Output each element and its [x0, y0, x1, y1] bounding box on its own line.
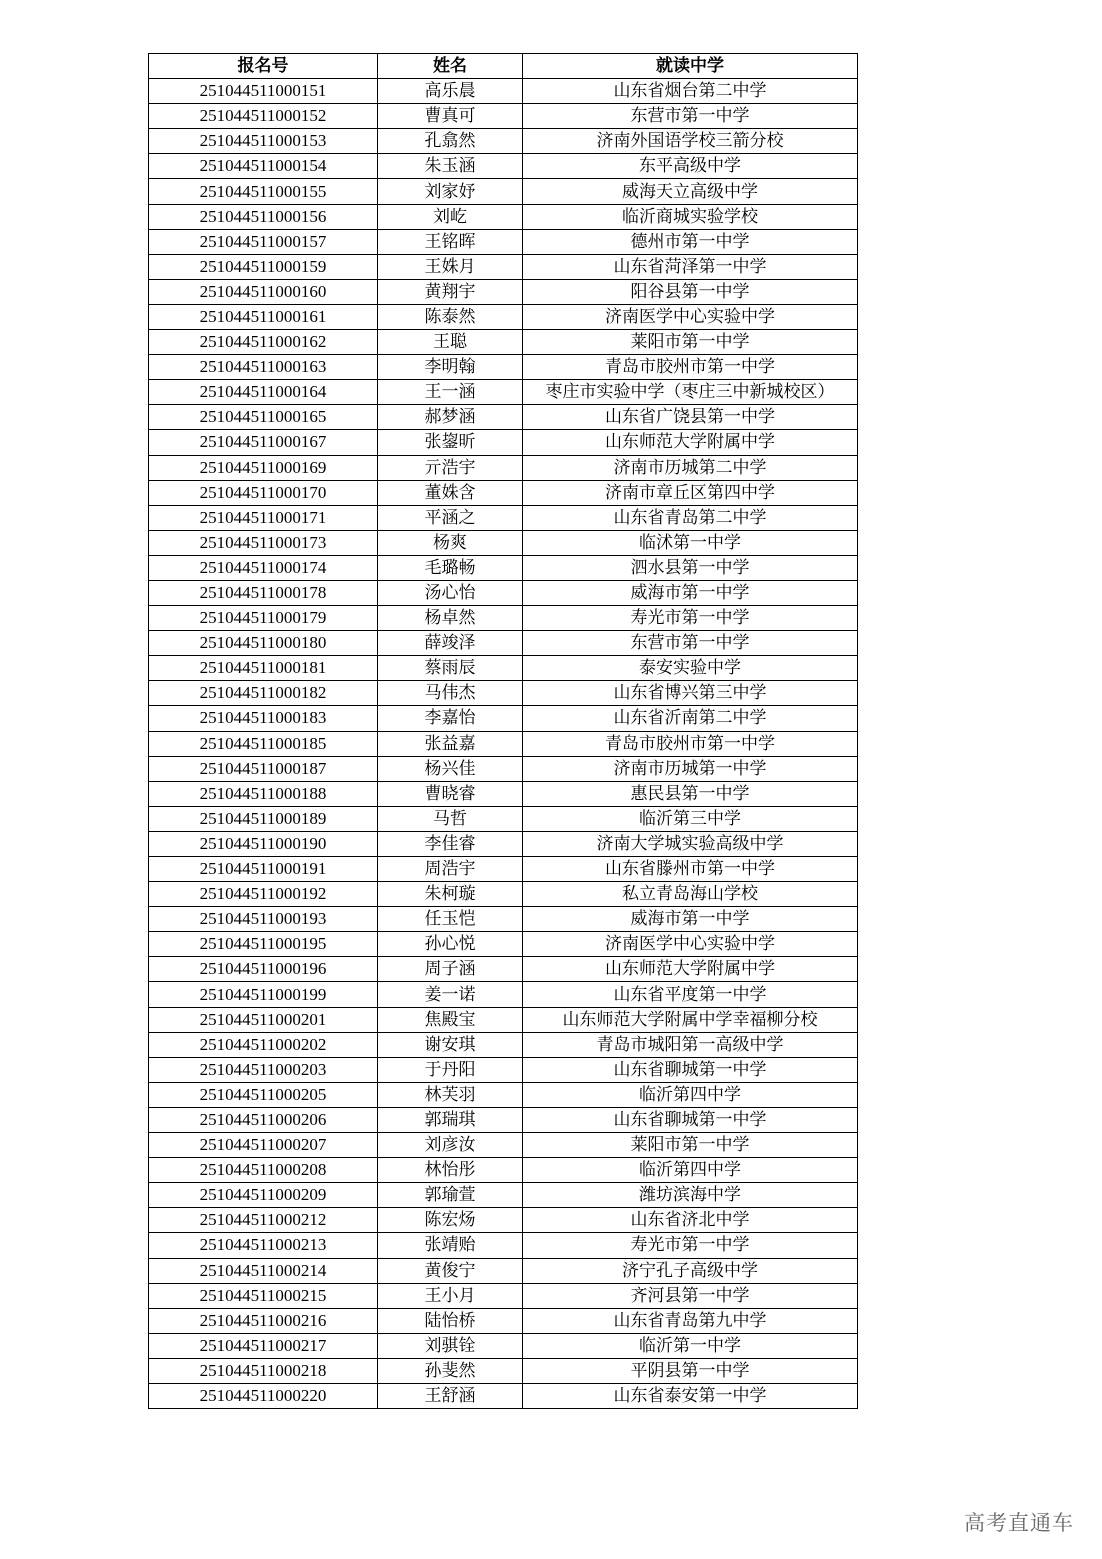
header-name: 姓名 — [378, 54, 523, 79]
school-cell: 山东省烟台第二中学 — [523, 79, 858, 104]
school-cell: 济南外国语学校三箭分校 — [523, 129, 858, 154]
student-name-cell: 马伟杰 — [378, 681, 523, 706]
table-row — [149, 1258, 858, 1283]
student-name-cell: 亓浩宇 — [378, 455, 523, 480]
school-cell: 山东省滕州市第一中学 — [523, 857, 858, 882]
school-cell: 济南医学中心实验中学 — [523, 304, 858, 329]
school-cell: 寿光市第一中学 — [523, 1233, 858, 1258]
school-cell: 济南大学城实验高级中学 — [523, 831, 858, 856]
student-name-cell: 王小月 — [378, 1283, 523, 1308]
registration-number-cell: 251044511000162 — [149, 330, 378, 355]
school-cell: 山东省菏泽第一中学 — [523, 254, 858, 279]
student-name-cell: 孔翕然 — [378, 129, 523, 154]
school-cell: 平阴县第一中学 — [523, 1358, 858, 1383]
registration-number-cell: 251044511000192 — [149, 882, 378, 907]
registration-number-cell: 251044511000213 — [149, 1233, 378, 1258]
table-row — [149, 1183, 858, 1208]
registration-number-cell: 251044511000215 — [149, 1283, 378, 1308]
table-row — [149, 1308, 858, 1333]
school-cell: 寿光市第一中学 — [523, 606, 858, 631]
table-row — [149, 882, 858, 907]
table-row — [149, 1333, 858, 1358]
table-row — [149, 330, 858, 355]
school-cell: 临沂第四中学 — [523, 1158, 858, 1183]
table-row — [149, 1233, 858, 1258]
registration-number-cell: 251044511000157 — [149, 229, 378, 254]
table-row — [149, 380, 858, 405]
registration-number-cell: 251044511000195 — [149, 932, 378, 957]
table-row — [149, 1208, 858, 1233]
table-row — [149, 1158, 858, 1183]
table-row — [149, 756, 858, 781]
table-row — [149, 430, 858, 455]
school-cell: 枣庄市实验中学（枣庄三中新城校区） — [523, 380, 858, 405]
school-cell: 齐河县第一中学 — [523, 1283, 858, 1308]
student-name-cell: 刘彦汝 — [378, 1133, 523, 1158]
school-cell: 济南市历城第二中学 — [523, 455, 858, 480]
registration-table — [148, 53, 858, 1409]
school-cell: 莱阳市第一中学 — [523, 1133, 858, 1158]
registration-number-cell: 251044511000183 — [149, 706, 378, 731]
student-name-cell: 朱柯璇 — [378, 882, 523, 907]
table-row — [149, 932, 858, 957]
table-header-row — [149, 54, 858, 79]
student-name-cell: 王聪 — [378, 330, 523, 355]
student-name-cell: 刘屹 — [378, 204, 523, 229]
student-name-cell: 黄翔宇 — [378, 279, 523, 304]
school-cell: 临沂第三中学 — [523, 806, 858, 831]
registration-number-cell: 251044511000187 — [149, 756, 378, 781]
student-name-cell: 林芙羽 — [378, 1082, 523, 1107]
header-school: 就读中学 — [523, 54, 858, 79]
school-cell: 山东省泰安第一中学 — [523, 1383, 858, 1408]
table-row — [149, 129, 858, 154]
student-name-cell: 刘家妤 — [378, 179, 523, 204]
table-row — [149, 731, 858, 756]
student-name-cell: 于丹阳 — [378, 1057, 523, 1082]
table-row — [149, 1007, 858, 1032]
registration-number-cell: 251044511000217 — [149, 1333, 378, 1358]
school-cell: 威海天立高级中学 — [523, 179, 858, 204]
school-cell: 山东省聊城第一中学 — [523, 1107, 858, 1132]
school-cell: 潍坊滨海中学 — [523, 1183, 858, 1208]
registration-number-cell: 251044511000182 — [149, 681, 378, 706]
student-name-cell: 陈宏炀 — [378, 1208, 523, 1233]
table-row — [149, 530, 858, 555]
table-row — [149, 681, 858, 706]
table-row — [149, 1082, 858, 1107]
table-row — [149, 279, 858, 304]
table-row — [149, 1283, 858, 1308]
table-row — [149, 806, 858, 831]
school-cell: 临沂第四中学 — [523, 1082, 858, 1107]
registration-number-cell: 251044511000169 — [149, 455, 378, 480]
student-name-cell: 周子涵 — [378, 957, 523, 982]
registration-number-cell: 251044511000214 — [149, 1258, 378, 1283]
school-cell: 济南市历城第一中学 — [523, 756, 858, 781]
registration-number-cell: 251044511000178 — [149, 580, 378, 605]
registration-number-cell: 251044511000206 — [149, 1107, 378, 1132]
student-name-cell: 杨兴佳 — [378, 756, 523, 781]
registration-number-cell: 251044511000167 — [149, 430, 378, 455]
school-cell: 莱阳市第一中学 — [523, 330, 858, 355]
table-row — [149, 982, 858, 1007]
registration-number-cell: 251044511000160 — [149, 279, 378, 304]
student-name-cell: 王一涵 — [378, 380, 523, 405]
registration-number-cell: 251044511000188 — [149, 781, 378, 806]
table-row — [149, 907, 858, 932]
school-cell: 山东省聊城第一中学 — [523, 1057, 858, 1082]
table-row — [149, 781, 858, 806]
student-name-cell: 郭瑜萱 — [378, 1183, 523, 1208]
school-cell: 临沭第一中学 — [523, 530, 858, 555]
registration-number-cell: 251044511000202 — [149, 1032, 378, 1057]
school-cell: 山东师范大学附属中学 — [523, 957, 858, 982]
student-name-cell: 蔡雨辰 — [378, 656, 523, 681]
table-row — [149, 1057, 858, 1082]
school-cell: 泗水县第一中学 — [523, 555, 858, 580]
registration-number-cell: 251044511000156 — [149, 204, 378, 229]
student-name-cell: 毛璐畅 — [378, 555, 523, 580]
registration-number-cell: 251044511000208 — [149, 1158, 378, 1183]
registration-number-cell: 251044511000173 — [149, 530, 378, 555]
student-name-cell: 高乐晨 — [378, 79, 523, 104]
registration-number-cell: 251044511000185 — [149, 731, 378, 756]
school-cell: 东营市第一中学 — [523, 631, 858, 656]
student-name-cell: 郭瑞琪 — [378, 1107, 523, 1132]
student-name-cell: 陈泰然 — [378, 304, 523, 329]
table-row — [149, 1383, 858, 1408]
table-row — [149, 480, 858, 505]
school-cell: 山东省济北中学 — [523, 1208, 858, 1233]
school-cell: 山东省平度第一中学 — [523, 982, 858, 1007]
registration-number-cell: 251044511000191 — [149, 857, 378, 882]
school-cell: 泰安实验中学 — [523, 656, 858, 681]
registration-number-cell: 251044511000164 — [149, 380, 378, 405]
registration-number-cell: 251044511000196 — [149, 957, 378, 982]
table-row — [149, 1107, 858, 1132]
student-name-cell: 任玉恺 — [378, 907, 523, 932]
student-name-cell: 曹晓睿 — [378, 781, 523, 806]
student-name-cell: 杨卓然 — [378, 606, 523, 631]
school-cell: 青岛市胶州市第一中学 — [523, 355, 858, 380]
registration-number-cell: 251044511000209 — [149, 1183, 378, 1208]
table-row — [149, 405, 858, 430]
student-name-cell: 张靖贻 — [378, 1233, 523, 1258]
student-name-cell: 李嘉怡 — [378, 706, 523, 731]
school-cell: 山东省博兴第三中学 — [523, 681, 858, 706]
registration-number-cell: 251044511000205 — [149, 1082, 378, 1107]
table-row — [149, 1358, 858, 1383]
school-cell: 东平高级中学 — [523, 154, 858, 179]
student-name-cell: 朱玉涵 — [378, 154, 523, 179]
table-row — [149, 104, 858, 129]
table-row — [149, 204, 858, 229]
registration-number-cell: 251044511000154 — [149, 154, 378, 179]
school-cell: 山东省广饶县第一中学 — [523, 405, 858, 430]
table-row — [149, 706, 858, 731]
registration-number-cell: 251044511000190 — [149, 831, 378, 856]
table-row — [149, 631, 858, 656]
registration-number-cell: 251044511000216 — [149, 1308, 378, 1333]
registration-number-cell: 251044511000218 — [149, 1358, 378, 1383]
student-name-cell: 王姝月 — [378, 254, 523, 279]
registration-number-cell: 251044511000153 — [149, 129, 378, 154]
header-registration-number: 报名号 — [149, 54, 378, 79]
school-cell: 私立青岛海山学校 — [523, 882, 858, 907]
student-name-cell: 周浩宇 — [378, 857, 523, 882]
school-cell: 济宁孔子高级中学 — [523, 1258, 858, 1283]
table-row — [149, 455, 858, 480]
student-name-cell: 张鋆昕 — [378, 430, 523, 455]
school-cell: 山东师范大学附属中学 — [523, 430, 858, 455]
student-name-cell: 杨爽 — [378, 530, 523, 555]
table-row — [149, 154, 858, 179]
student-name-cell: 陆怡桥 — [378, 1308, 523, 1333]
student-name-cell: 孙心悦 — [378, 932, 523, 957]
registration-number-cell: 251044511000189 — [149, 806, 378, 831]
registration-number-cell: 251044511000207 — [149, 1133, 378, 1158]
student-name-cell: 姜一诺 — [378, 982, 523, 1007]
registration-number-cell: 251044511000159 — [149, 254, 378, 279]
table-row — [149, 179, 858, 204]
school-cell: 青岛市胶州市第一中学 — [523, 731, 858, 756]
school-cell: 山东省沂南第二中学 — [523, 706, 858, 731]
student-name-cell: 林怡彤 — [378, 1158, 523, 1183]
school-cell: 德州市第一中学 — [523, 229, 858, 254]
school-cell: 阳谷县第一中学 — [523, 279, 858, 304]
school-cell: 惠民县第一中学 — [523, 781, 858, 806]
school-cell: 山东省青岛第二中学 — [523, 505, 858, 530]
table-row — [149, 656, 858, 681]
school-cell: 济南医学中心实验中学 — [523, 932, 858, 957]
table-row — [149, 505, 858, 530]
student-name-cell: 李明翰 — [378, 355, 523, 380]
registration-number-cell: 251044511000201 — [149, 1007, 378, 1032]
student-name-cell: 郝梦涵 — [378, 405, 523, 430]
registration-number-cell: 251044511000212 — [149, 1208, 378, 1233]
table-row — [149, 1133, 858, 1158]
school-cell: 山东师范大学附属中学幸福柳分校 — [523, 1007, 858, 1032]
registration-number-cell: 251044511000180 — [149, 631, 378, 656]
student-name-cell: 张益嘉 — [378, 731, 523, 756]
registration-number-cell: 251044511000193 — [149, 907, 378, 932]
watermark-label: 高考直通车 — [964, 1511, 1074, 1535]
table-row — [149, 1032, 858, 1057]
table-row — [149, 555, 858, 580]
table-row — [149, 606, 858, 631]
registration-number-cell: 251044511000203 — [149, 1057, 378, 1082]
table-row — [149, 580, 858, 605]
student-name-cell: 李佳睿 — [378, 831, 523, 856]
student-name-cell: 谢安琪 — [378, 1032, 523, 1057]
registration-number-cell: 251044511000199 — [149, 982, 378, 1007]
registration-number-cell: 251044511000220 — [149, 1383, 378, 1408]
registration-number-cell: 251044511000170 — [149, 480, 378, 505]
table-row — [149, 957, 858, 982]
registration-number-cell: 251044511000155 — [149, 179, 378, 204]
registration-number-cell: 251044511000179 — [149, 606, 378, 631]
table-row — [149, 229, 858, 254]
table-row — [149, 831, 858, 856]
registration-number-cell: 251044511000181 — [149, 656, 378, 681]
student-name-cell: 平涵之 — [378, 505, 523, 530]
student-name-cell: 董姝含 — [378, 480, 523, 505]
registration-number-cell: 251044511000151 — [149, 79, 378, 104]
school-cell: 威海市第一中学 — [523, 580, 858, 605]
table-row — [149, 304, 858, 329]
registration-number-cell: 251044511000163 — [149, 355, 378, 380]
school-cell: 青岛市城阳第一高级中学 — [523, 1032, 858, 1057]
student-name-cell: 薛竣泽 — [378, 631, 523, 656]
table-body — [149, 79, 858, 1409]
student-name-cell: 王舒涵 — [378, 1383, 523, 1408]
student-name-cell: 焦殿宝 — [378, 1007, 523, 1032]
student-name-cell: 曹真可 — [378, 104, 523, 129]
student-name-cell: 马哲 — [378, 806, 523, 831]
student-name-cell: 王铭晖 — [378, 229, 523, 254]
table-row — [149, 254, 858, 279]
student-name-cell: 黄俊宁 — [378, 1258, 523, 1283]
school-cell: 临沂第一中学 — [523, 1333, 858, 1358]
registration-number-cell: 251044511000152 — [149, 104, 378, 129]
registration-number-cell: 251044511000174 — [149, 555, 378, 580]
table-row — [149, 79, 858, 104]
registration-number-cell: 251044511000171 — [149, 505, 378, 530]
school-cell: 临沂商城实验学校 — [523, 204, 858, 229]
student-name-cell: 孙斐然 — [378, 1358, 523, 1383]
registration-number-cell: 251044511000161 — [149, 304, 378, 329]
table-row — [149, 857, 858, 882]
school-cell: 济南市章丘区第四中学 — [523, 480, 858, 505]
school-cell: 东营市第一中学 — [523, 104, 858, 129]
school-cell: 山东省青岛第九中学 — [523, 1308, 858, 1333]
school-cell: 威海市第一中学 — [523, 907, 858, 932]
registration-number-cell: 251044511000165 — [149, 405, 378, 430]
student-name-cell: 刘骐铨 — [378, 1333, 523, 1358]
student-name-cell: 汤心怡 — [378, 580, 523, 605]
table-row — [149, 355, 858, 380]
